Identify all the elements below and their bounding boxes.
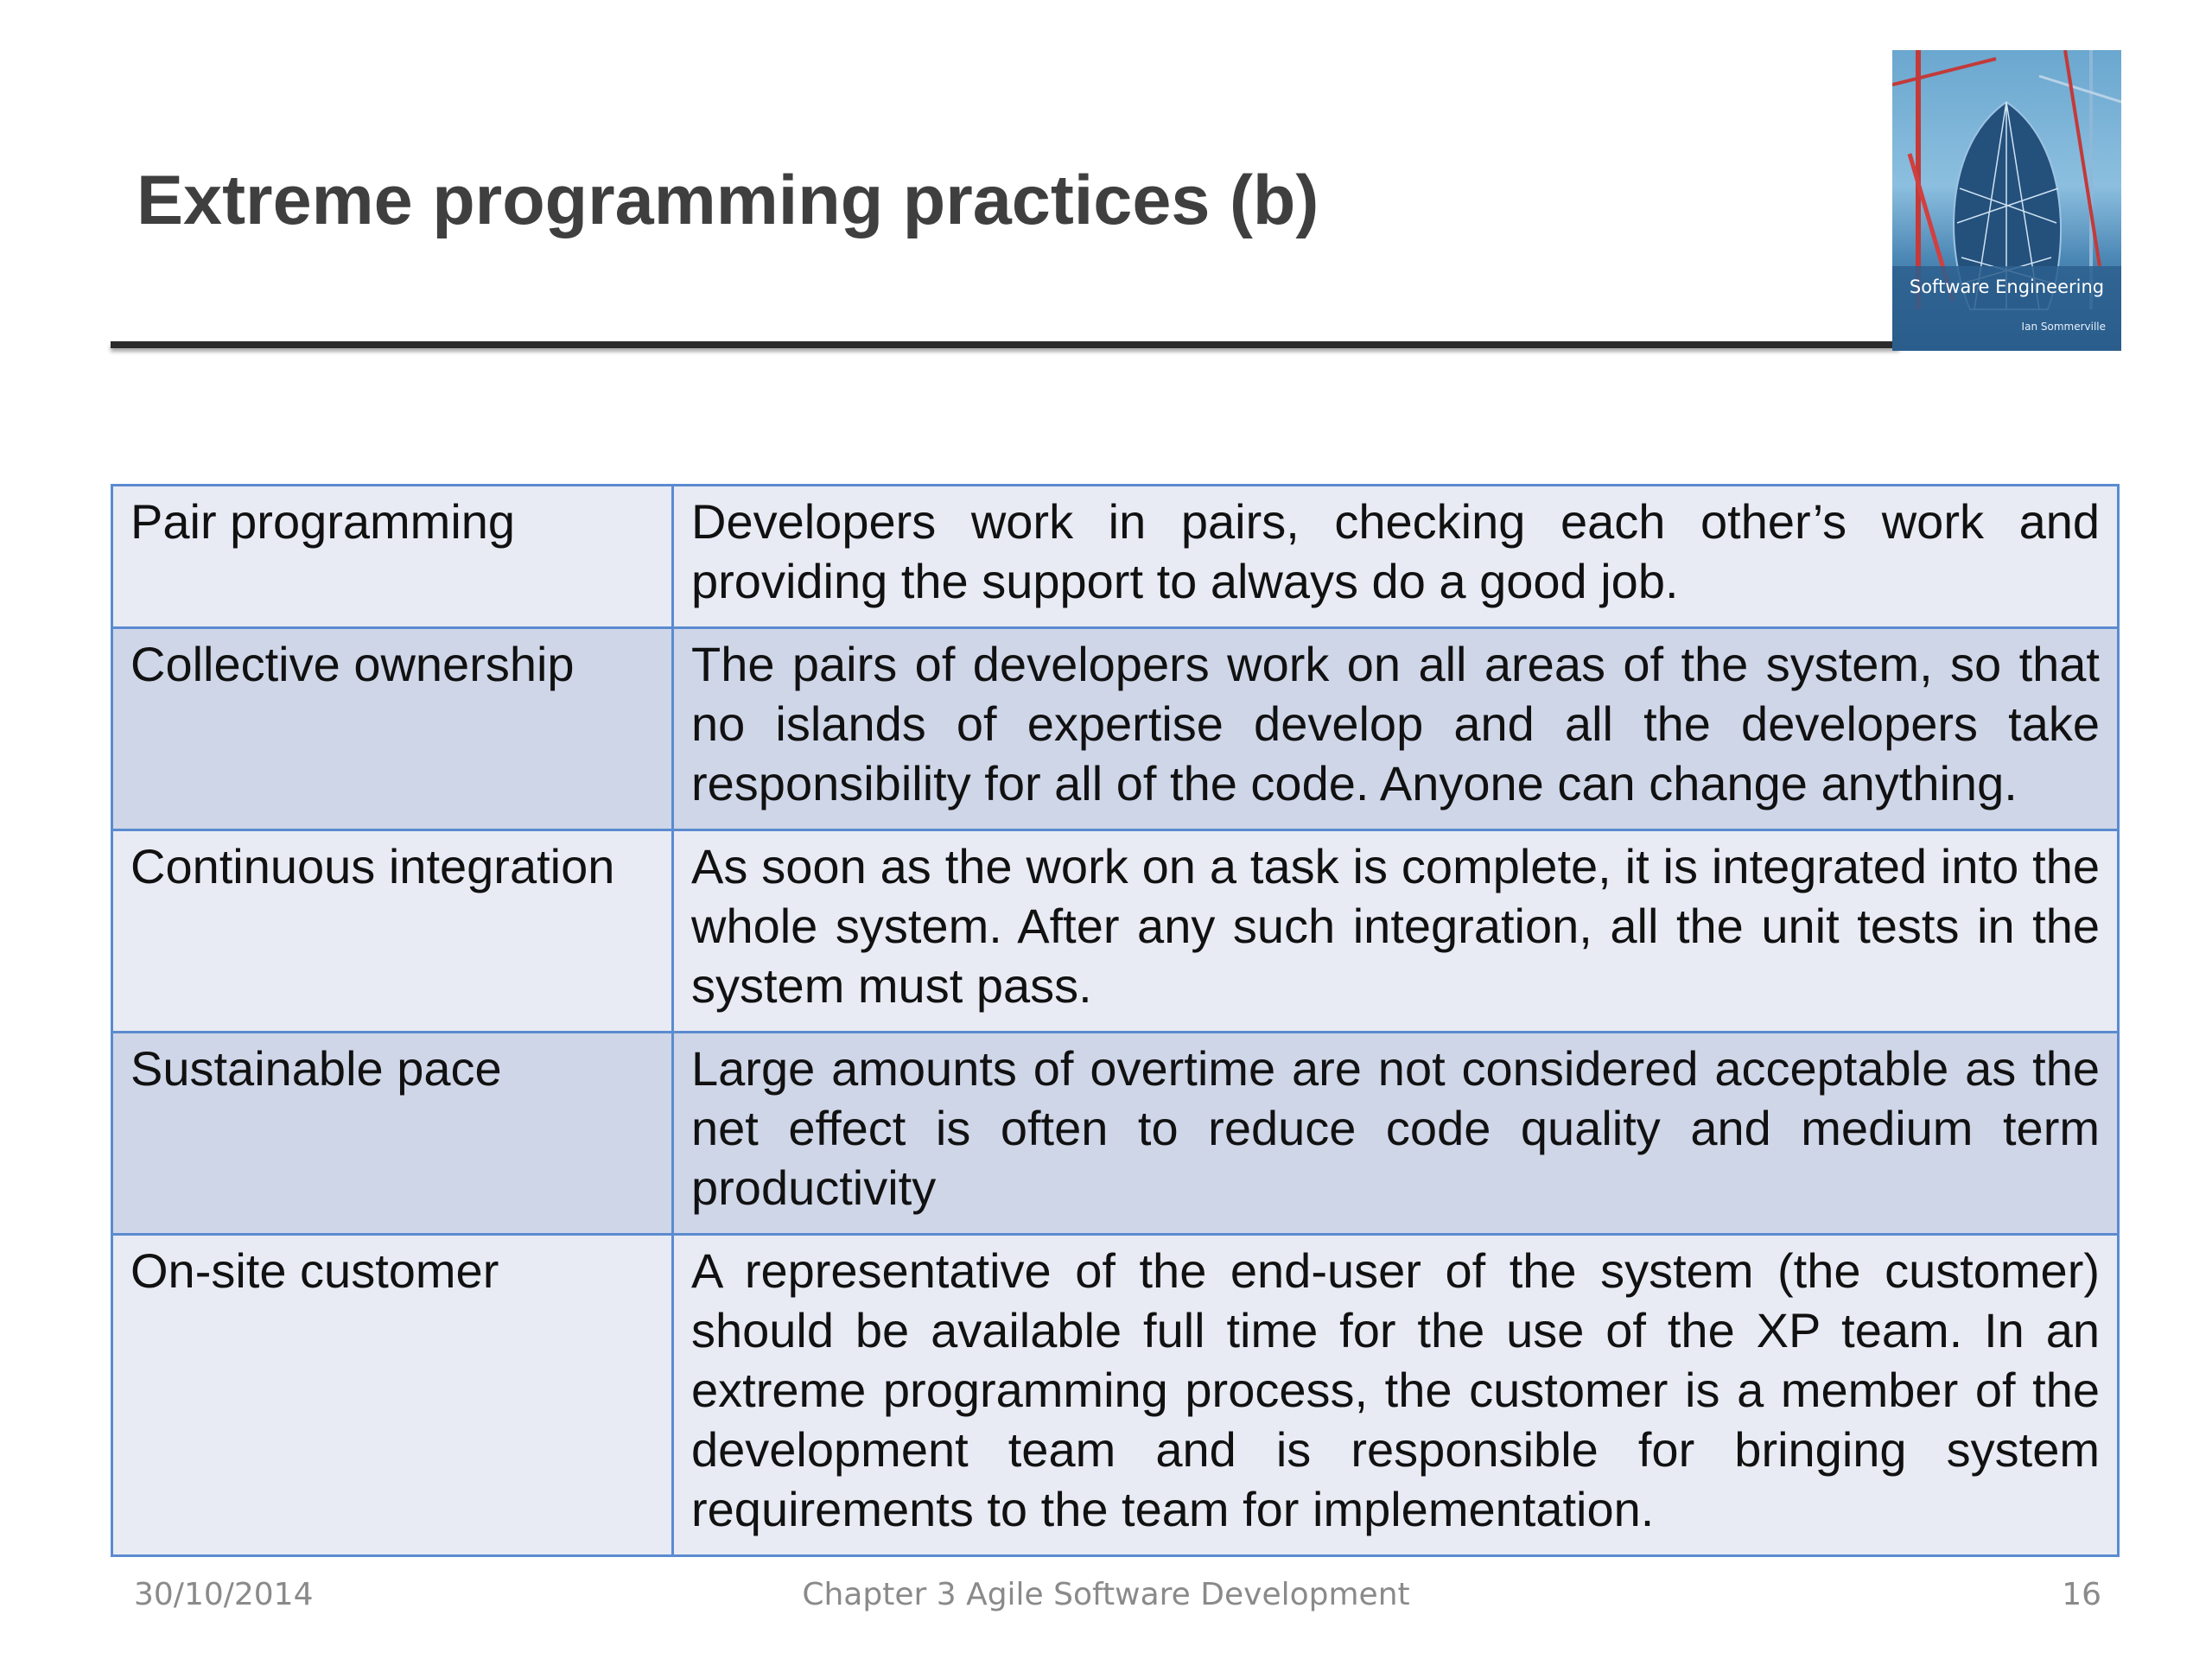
title-divider [111, 341, 1899, 348]
practice-term: Sustainable pace [112, 1033, 673, 1235]
footer-chapter: Chapter 3 Agile Software Development [802, 1577, 1410, 1612]
table-row [112, 1033, 2119, 1235]
practice-term: Continuous integration [112, 830, 673, 1033]
slide-title: Extreme programming practices (b) [137, 162, 1319, 239]
footer-date: 30/10/2014 [134, 1577, 314, 1612]
book-cover-title: Software Engineering [1909, 276, 2105, 297]
book-cover-image [1892, 50, 2121, 351]
table-row [112, 1235, 2119, 1556]
table-row [112, 486, 2119, 628]
practice-description: Large amounts of overtime are not considered acceptable as the net effect is often to reduce code quality and medium term productivity [673, 1033, 2119, 1235]
page-number: 16 [2062, 1577, 2101, 1612]
practice-description: A representative of the end-user of the system (the customer) should be available full time for the use of the XP team. In an extreme programming process, the customer is a member of the development team and is responsible for bringing system requirements to the team for implementation. [673, 1235, 2119, 1556]
practice-description: As soon as the work on a task is complete, it is integrated into the whole system. After any such integration, all the unit tests in the system must pass. [673, 830, 2119, 1033]
practice-term: Pair programming [112, 486, 673, 628]
practice-term: Collective ownership [112, 628, 673, 830]
practice-description: Developers work in pairs, checking each other’s work and providing the support to always do a good job. [673, 486, 2119, 628]
table-row [112, 830, 2119, 1033]
book-cover-illustration [1892, 50, 2121, 351]
table-row [112, 628, 2119, 830]
practice-description: The pairs of developers work on all areas of the system, so that no islands of expertise develop and all the developers take responsibility for all of the code. Anyone can change anything. [673, 628, 2119, 830]
practice-term: On-site customer [112, 1235, 673, 1556]
practices-table [111, 484, 2120, 1557]
book-cover-author: Ian Sommerville [2021, 321, 2106, 333]
